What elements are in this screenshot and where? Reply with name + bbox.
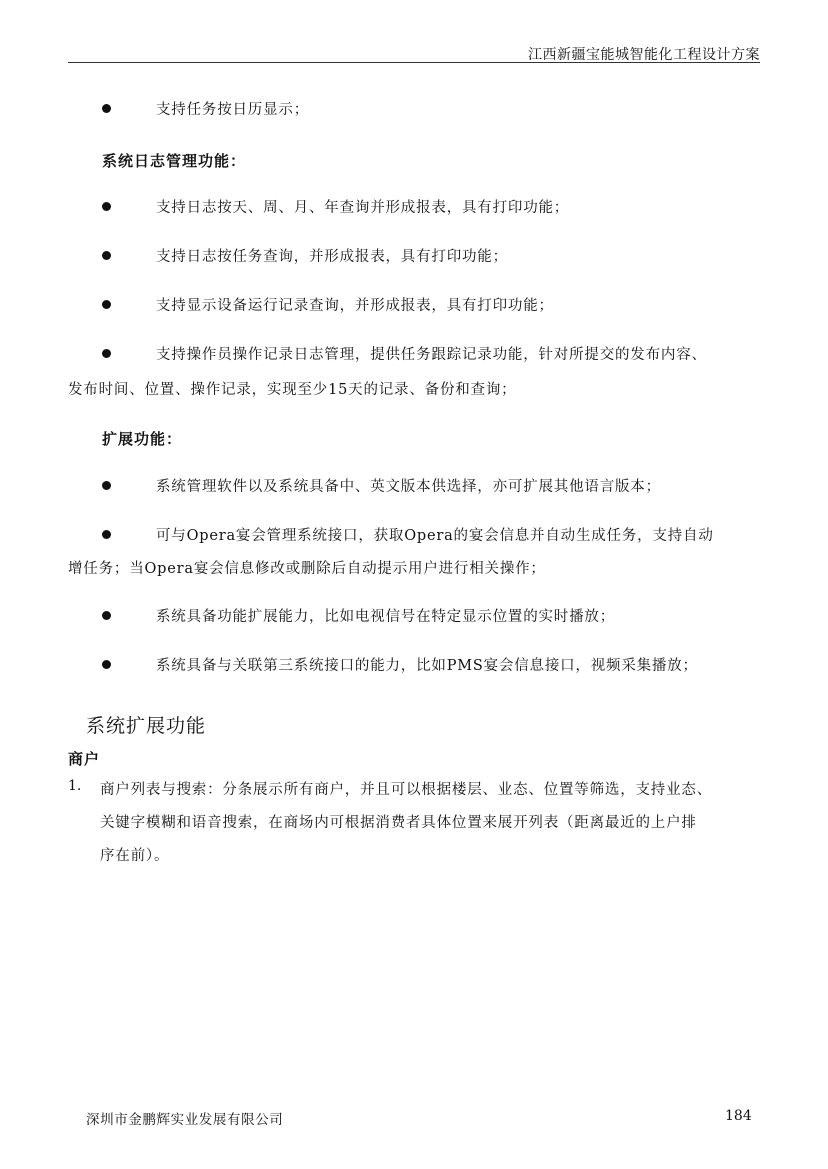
list-item-text: 可与Opera宴会管理系统接口，获取Opera的宴会信息并自动生成任务，支持自动 bbox=[156, 528, 714, 544]
list-item-text: 支持日志按任务查询，并形成报表，具有打印功能； bbox=[156, 249, 508, 265]
section-heading: 系统扩展功能 bbox=[86, 715, 207, 737]
section-title-log: 系统日志管理功能： bbox=[102, 152, 247, 170]
bullet-icon bbox=[68, 656, 156, 676]
list-item bbox=[68, 477, 768, 497]
bullet-icon bbox=[68, 198, 156, 218]
list-item-text: 支持操作员操作记录日志管理，提供任务跟踪记录功能，针对所提交的发布内容、 bbox=[156, 347, 707, 363]
list-item-text: 系统具备与关联第三系统接口的能力，比如PMS宴会信息接口，视频采集播放； bbox=[156, 658, 698, 674]
list-item bbox=[68, 247, 768, 267]
bullet-icon bbox=[68, 296, 156, 316]
list-number: 1. bbox=[68, 778, 82, 794]
list-item bbox=[68, 607, 768, 627]
bullet-icon bbox=[68, 526, 156, 546]
list-item-continuation: 发布时间、位置、操作记录，实现至少15天的记录、备份和查询； bbox=[68, 382, 517, 398]
section-title-ext: 扩展功能： bbox=[102, 430, 183, 448]
list-item bbox=[68, 296, 768, 316]
bullet-icon bbox=[68, 247, 156, 267]
list-item-text: 系统管理软件以及系统具备中、英文版本供选择，亦可扩展其他语言版本； bbox=[156, 479, 661, 495]
bullet-icon bbox=[68, 345, 156, 365]
numbered-item-line: 商户列表与搜索：分条展示所有商户，并且可以根据楼层、业态、位置等筛选，支持业态、 bbox=[100, 782, 712, 798]
list-item bbox=[68, 345, 768, 365]
subsection-heading: 商户 bbox=[68, 750, 101, 768]
bullet-icon bbox=[68, 477, 156, 497]
header-rule bbox=[68, 62, 760, 63]
list-item bbox=[68, 656, 768, 676]
list-item-text: 系统具备功能扩展能力，比如电视信号在特定显示位置的实时播放； bbox=[156, 609, 615, 625]
list-item-text: 支持日志按天、周、月、年查询并形成报表，具有打印功能； bbox=[156, 200, 570, 216]
bullet-icon bbox=[68, 100, 156, 120]
list-item-text: 支持显示设备运行记录查询，并形成报表，具有打印功能； bbox=[156, 298, 554, 314]
numbered-item-line: 关键字模糊和语音搜索，在商场内可根据消费者具体位置来展开列表（距离最近的上户排 bbox=[100, 815, 697, 831]
numbered-item-line: 序在前）。 bbox=[100, 848, 170, 864]
list-item-text: 支持任务按日历显示； bbox=[156, 102, 309, 118]
page-number: 184 bbox=[725, 1108, 752, 1124]
list-item bbox=[68, 198, 768, 218]
footer-company: 深圳市金鹏辉实业发展有限公司 bbox=[86, 1112, 284, 1128]
list-item-continuation: 增任务；当Opera宴会信息修改或删除后自动提示用户进行相关操作； bbox=[68, 561, 546, 577]
header-title: 江西新疆宝能城智能化工程设计方案 bbox=[528, 47, 760, 63]
list-item bbox=[68, 526, 768, 546]
bullet-icon bbox=[68, 607, 156, 627]
list-item bbox=[68, 100, 768, 120]
